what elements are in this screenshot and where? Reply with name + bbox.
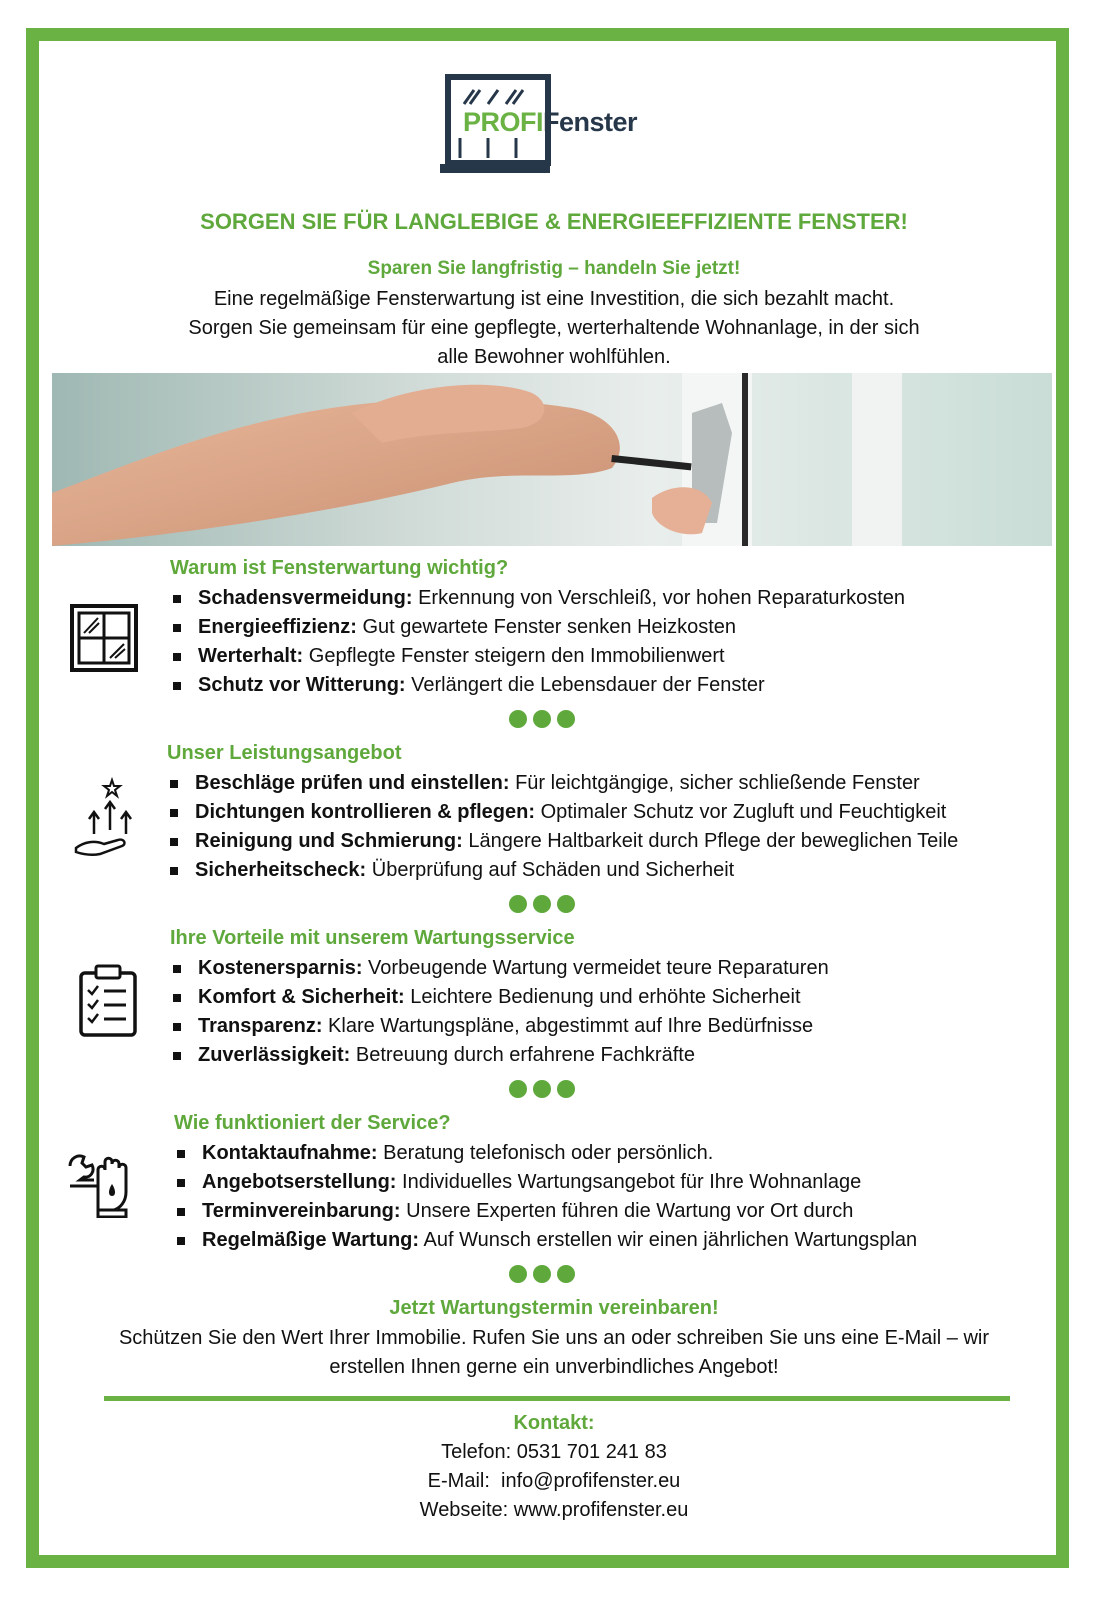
list-leistungsangebot bbox=[168, 769, 958, 885]
list-item: Zuverlässigkeit: Betreuung durch erfahrene Fachkräfte bbox=[171, 1041, 829, 1070]
separator-dots bbox=[509, 1080, 581, 1100]
list-item: Werterhalt: Gepflegte Fenster steigern den Immobilienwert bbox=[171, 642, 905, 671]
list-item: Transparenz: Klare Wartungspläne, abgestimmt auf Ihre Bedürfnisse bbox=[171, 1012, 829, 1041]
list-item: Dichtungen kontrollieren & pflegen: Optimaler Schutz vor Zugluft und Feuchtigkeit bbox=[168, 798, 958, 827]
list-service bbox=[175, 1139, 917, 1255]
subheadline: Sparen Sie langfristig – handeln Sie jetzt! bbox=[367, 258, 741, 279]
service-hand-icon bbox=[74, 776, 134, 858]
contact-email[interactable]: E-Mail: info@profifenster.eu bbox=[427, 1470, 681, 1492]
list-item: Terminvereinbarung: Unsere Experten führen die Wartung vor Ort durch bbox=[175, 1197, 917, 1226]
logo-wordmark bbox=[463, 107, 637, 138]
list-item: Reinigung und Schmierung: Längere Haltbarkeit durch Pflege der beweglichen Teile bbox=[168, 827, 958, 856]
list-item: Sicherheitscheck: Überprüfung auf Schäden und Sicherheit bbox=[168, 856, 958, 885]
list-item: Regelmäßige Wartung: Auf Wunsch erstellen wir einen jährlichen Wartungsplan bbox=[175, 1226, 917, 1255]
logo-part-profi: PROFI bbox=[463, 107, 544, 137]
section-title-service: Wie funktioniert der Service? bbox=[174, 1112, 451, 1134]
section-title-leistungsangebot: Unser Leistungsangebot bbox=[167, 742, 402, 764]
list-warum bbox=[171, 584, 905, 700]
intro-text: Eine regelmäßige Fensterwartung ist eine Investition, die sich bezahlt macht. Sorgen Sie gemeinsam für eine gepflegte, werterhaltende Wohnanlage, in der sich alle Bewohner wohlfühlen. bbox=[188, 288, 920, 368]
contact-website[interactable]: Webseite: www.profifenster.eu bbox=[419, 1499, 689, 1521]
cta-title: Jetzt Wartungstermin vereinbaren! bbox=[389, 1297, 719, 1319]
list-item: Schutz vor Witterung: Verlängert die Lebensdauer der Fenster bbox=[171, 671, 905, 700]
list-item: Schadensvermeidung: Erkennung von Verschleiß, vor hohen Reparaturkosten bbox=[171, 584, 905, 613]
cta-text: Schützen Sie den Wert Ihrer Immobilie. Rufen Sie uns an oder schreiben Sie uns eine E-Mail – wir erstellen Ihnen gerne ein unverbindliches Angebot! bbox=[118, 1327, 990, 1378]
logo-part-fenster: Fenster bbox=[543, 107, 638, 137]
window-icon bbox=[70, 604, 138, 672]
separator-dots bbox=[509, 710, 581, 730]
separator-dots bbox=[509, 895, 581, 915]
list-item: Kontaktaufnahme: Beratung telefonisch oder persönlich. bbox=[175, 1139, 917, 1168]
separator-dots bbox=[509, 1265, 581, 1285]
window-maintenance-photo bbox=[52, 373, 1052, 546]
contact-phone[interactable]: Telefon: 0531 701 241 83 bbox=[441, 1441, 667, 1463]
clipboard-checklist-icon bbox=[78, 964, 138, 1038]
section-title-warum: Warum ist Fensterwartung wichtig? bbox=[170, 557, 509, 579]
section-title-vorteile: Ihre Vorteile mit unserem Wartungsservice bbox=[170, 927, 575, 949]
list-item: Angebotserstellung: Individuelles Wartungsangebot für Ihre Wohnanlage bbox=[175, 1168, 917, 1197]
list-item: Komfort & Sicherheit: Leichtere Bedienung und erhöhte Sicherheit bbox=[171, 983, 829, 1012]
wrench-glove-icon bbox=[68, 1152, 140, 1218]
list-item: Beschläge prüfen und einstellen: Für leichtgängige, sicher schließende Fenster bbox=[168, 769, 958, 798]
contact-title: Kontakt: bbox=[513, 1412, 595, 1434]
list-item: Energieeffizienz: Gut gewartete Fenster senken Heizkosten bbox=[171, 613, 905, 642]
list-item: Kostenersparnis: Vorbeugende Wartung vermeidet teure Reparaturen bbox=[171, 954, 829, 983]
headline: SORGEN SIE FÜR LANGLEBIGE & ENERGIEEFFIZIENTE FENSTER! bbox=[200, 209, 908, 234]
list-vorteile bbox=[171, 954, 829, 1070]
divider bbox=[104, 1396, 1010, 1401]
